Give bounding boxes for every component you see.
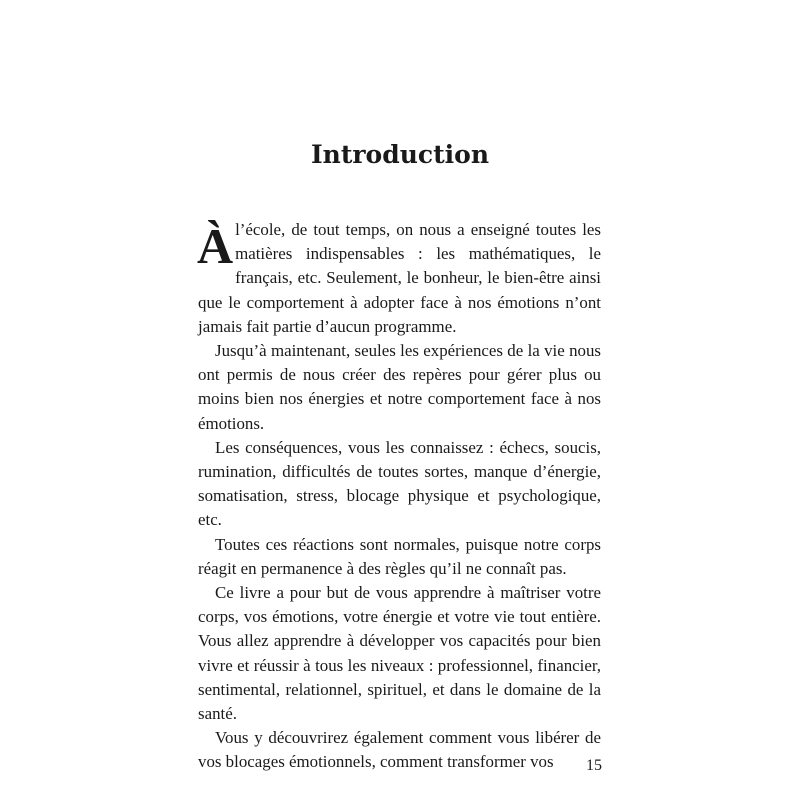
chapter-title: Introduction: [310, 140, 490, 169]
drop-cap: À: [197, 218, 234, 274]
page-number: 15: [586, 757, 602, 774]
paragraph-4: Toutes ces réactions sont normales, puisque notre corps réagit en permanence à des règles qu’il ne connaît pas.: [198, 534, 601, 578]
paragraph-2: Jusqu’à maintenant, seules les expériences de la vie nous ont permis de nous créer des repères pour gérer plus ou moins bien nos énergies et notre comportement face à nos émotions.: [198, 341, 601, 433]
paragraph-5: Ce livre a pour but de vous apprendre à maîtriser votre corps, vos émotions, votre énergie et votre vie tout entière. Vous allez apprendre à développer vos capacités pour bien vivre et réussir à tous les niveaux : professionnel, financier, sentimental, relationnel, spirituel, et dans le domaine de la santé.: [198, 583, 601, 724]
chapter-body: [198, 218, 601, 775]
paragraph-1: [198, 218, 601, 339]
paragraph-3: Les conséquences, vous les connaissez : échecs, soucis, rumination, difficultés de toutes sortes, manque d’énergie, somatisation, stress, blocage physique et psychologique, etc.: [198, 437, 601, 530]
paragraph-1-text: l’école, de tout temps, on nous a enseigné toutes les matières indispensables : les mathématiques, le français, etc. Seulement, le bonheur, le bien-être ainsi que le comportement à adopter face à nos émotions n’ont jamais fait partie d’aucun programme.: [198, 220, 601, 336]
paragraph-6: Vous y découvrirez également comment vous libérer de vos blocages émotionnels, comment transformer vos: [198, 728, 601, 772]
